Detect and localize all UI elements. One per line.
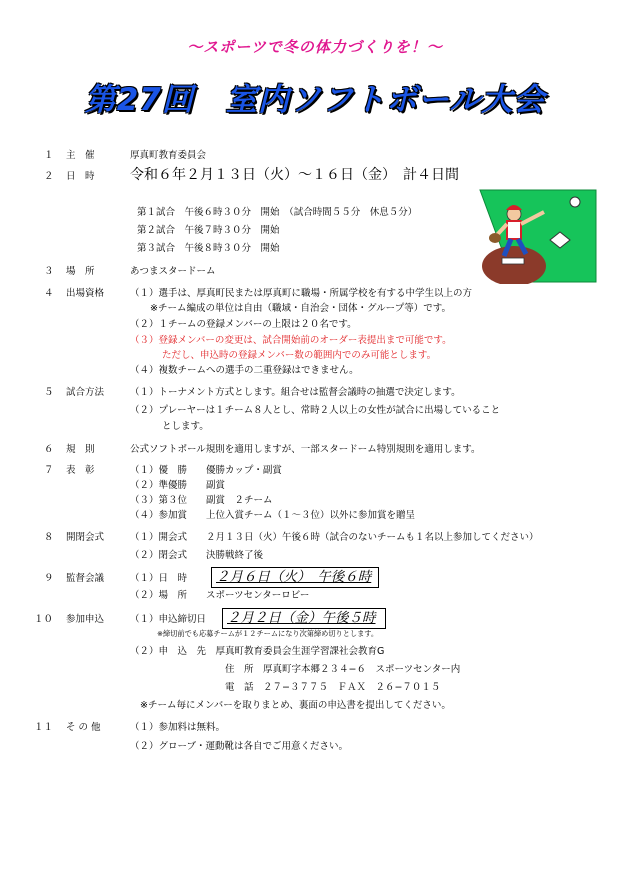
application-line: 電 話 ２７−３７７５ ＦＡＸ ２６−７０１５ — [225, 682, 441, 693]
section-label: 出場資格 — [66, 288, 105, 299]
award-line: （２）準優勝 副賞 — [130, 480, 226, 491]
page-title: 第27回 室内ソフトボール大会 — [84, 82, 546, 118]
section-label: 規 則 — [66, 444, 95, 455]
eligibility-line: ただし、申込時の登録メンバー数の範囲内でのみ可能とします。 — [162, 350, 437, 361]
section-label: 表 彰 — [66, 465, 95, 476]
award-line: （３）第３位 副賞 ２チーム — [130, 495, 273, 506]
ceremony-line: （２）閉会式 決勝戦終了後 — [130, 550, 264, 561]
meeting-date-value: ２月６日（火） 午後６時 — [216, 569, 372, 585]
deadline-value: ２月２日（金）午後５時 — [227, 610, 376, 626]
section-number: １０ — [34, 614, 54, 625]
match-format-line: （２）プレーヤーは１チーム８人とし、常時２人以上の女性が試合に出場していること — [130, 405, 501, 416]
section-number: １１ — [34, 722, 54, 733]
section-label: 参加申込 — [66, 614, 105, 625]
meeting-place-line: （２）場 所 スポーツセンターロビー — [130, 590, 310, 601]
match-format-line: （１）トーナメント方式とします。組合せは監督会議時の抽選で決定します。 — [130, 387, 461, 398]
date-value: 令和６年２月１３日（火）〜１６日（金） 計４日間 — [130, 167, 459, 183]
section-number: １ — [44, 150, 54, 161]
section-number: ７ — [44, 465, 54, 476]
game-schedule-line: 第３試合 午後８時３０分 開始 — [137, 243, 280, 254]
game-schedule-line: 第１試合 午後６時３０分 開始 （試合時間５５分 休息５分） — [137, 207, 418, 218]
section-number: ６ — [44, 444, 54, 455]
game-schedule-line: 第２試合 午後７時３０分 開始 — [137, 225, 280, 236]
section-label: 主 催 — [66, 150, 95, 161]
eligibility-line: （４）複数チームへの選手の二重登録はできません。 — [130, 365, 359, 376]
ceremony-line: （１）開会式 ２月１３日（火）午後６時（試合のないチームも１名以上参加してください） — [130, 532, 539, 543]
application-line: ※チーム毎にメンバーを取りまとめ、裏面の申込書を提出してください。 — [140, 700, 451, 711]
meeting-date-label: （１）日 時 — [130, 573, 188, 584]
eligibility-line: ※チーム編成の単位は自由（職域・自治会・団体・グループ等）です。 — [150, 303, 451, 314]
section-label: 日 時 — [66, 171, 95, 182]
softball-player-icon — [474, 188, 600, 284]
deadline-label: （１）申込締切日 — [130, 614, 207, 625]
section-label: 試合方法 — [66, 387, 105, 398]
application-line: 住 所 厚真町字本郷２３４−６ スポーツセンター内 — [225, 664, 461, 675]
other-line: （１）参加料は無料。 — [130, 722, 226, 733]
deadline-note: ※締切前でも応募チームが１２チームになり次第締め切りとします。 — [157, 629, 379, 638]
section-label: 監督会議 — [66, 573, 105, 584]
venue-value: あつまスタードーム — [130, 266, 216, 277]
section-label: そ の 他 — [66, 722, 101, 733]
match-format-line: とします。 — [162, 421, 209, 432]
other-line: （２）グローブ・運動靴は各自でご用意ください。 — [130, 741, 349, 752]
eligibility-line: （３）登録メンバーの変更は、試合開始前のオーダー表提出まで可能です。 — [130, 335, 452, 346]
section-number: ５ — [44, 387, 54, 398]
eligibility-line: （２）１チームの登録メンバーの上限は２０名です。 — [130, 319, 357, 330]
section-number: ９ — [44, 573, 54, 584]
section-number: ３ — [44, 266, 54, 277]
section-number: ８ — [44, 532, 54, 543]
organizer-value: 厚真町教育委員会 — [130, 150, 207, 161]
application-line: （２）申 込 先 厚真町教育委員会生涯学習課社会教育G — [130, 646, 385, 657]
eligibility-line: （１）選手は、厚真町民または厚真町に職場・所属学校を有する中学生以上の方 — [130, 288, 473, 299]
award-line: （４）参加賞 上位入賞チーム（１〜３位）以外に参加賞を贈呈 — [130, 510, 416, 521]
subtitle: 〜スポーツで冬の体力づくりを！〜 — [187, 38, 443, 56]
section-label: 開閉会式 — [66, 532, 105, 543]
rules-value: 公式ソフトボール規則を適用しますが、一部スタードーム特別規則を適用します。 — [130, 444, 481, 455]
section-label: 場 所 — [66, 266, 95, 277]
section-number: ４ — [44, 288, 54, 299]
section-number: ２ — [44, 171, 54, 182]
award-line: （１）優 勝 優勝カップ・副賞 — [130, 465, 282, 476]
